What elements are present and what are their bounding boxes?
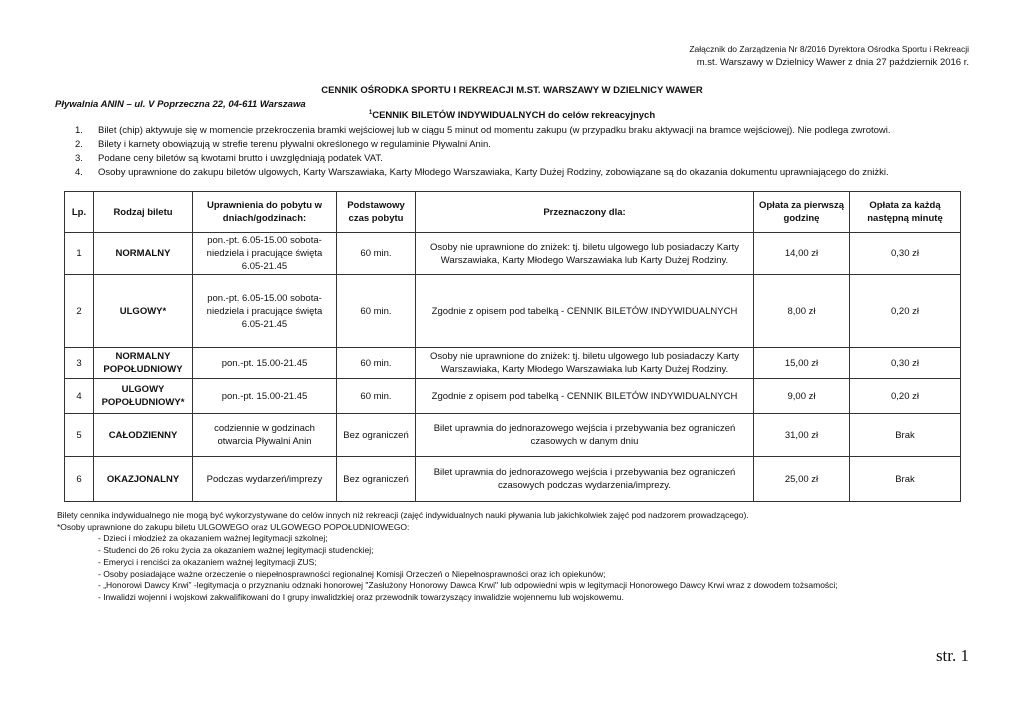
table-row bbox=[65, 275, 961, 348]
eligibility-item: - Inwalidzi wojenni i wojskowi zakwalifikowani do I grupy inwalidzkiej oraz przewodnik towarzyszący inwalidzie wojennemu lub wojskowemu. bbox=[98, 591, 624, 602]
rule-number: 4. bbox=[75, 167, 83, 178]
cell-hours: pon.-pt. 6.05-15.00 sobota-niedziela i pracujące święta 6.05-21.45 bbox=[193, 275, 337, 348]
eligibility-item: - Dzieci i młodzież za okazaniem ważnej legitymacji szkolnej; bbox=[98, 533, 328, 544]
table-row bbox=[65, 457, 961, 502]
rule-item bbox=[75, 138, 891, 152]
notes-usage-restriction: Bilety cennika indywidualnego nie mogą być wykorzystywane do celów innych niż rekreacji (zajęć indywidualnych nauki pływania lub jakichkolwiek zajęć pod nadzorem prowadzącego). bbox=[57, 510, 749, 520]
cell-base-time: 60 min. bbox=[337, 233, 416, 275]
rule-text: Podane ceny biletów są kwotami brutto i uwzględniają podatek VAT. bbox=[98, 153, 383, 164]
cell-ticket-type: ULGOWY POPOŁUDNIOWY* bbox=[94, 379, 193, 414]
footnote-marker: 1 bbox=[368, 110, 373, 116]
notes-reduced-eligibility-heading: *Osoby uprawnione do zakupu biletu ULGOWEGO oraz ULGOWEGO POPOŁUDNIOWEGO: bbox=[57, 521, 410, 532]
rule-item bbox=[75, 166, 891, 180]
cell-intended-for: Osoby nie uprawnione do zniżek: tj. biletu ulgowego lub posiadaczy Karty Warszawiaka, Karty Młodego Warszawiaka lub Karty Dużej Rodziny. bbox=[416, 348, 754, 379]
cell-next-minute-fee: 0,30 zł bbox=[850, 233, 961, 275]
cell-hours: codziennie w godzinach otwarcia Pływalni Anin bbox=[193, 414, 337, 457]
cell-lp: 3 bbox=[65, 348, 94, 379]
cell-first-hour-fee: 9,00 zł bbox=[754, 379, 850, 414]
eligibility-item: - Emeryci i renciści za okazaniem ważnej legitymacji ZUS; bbox=[98, 556, 317, 567]
cell-lp: 2 bbox=[65, 275, 94, 348]
cell-first-hour-fee: 14,00 zł bbox=[754, 233, 850, 275]
cell-ticket-type: CAŁODZIENNY bbox=[94, 414, 193, 457]
cell-next-minute-fee: 0,20 zł bbox=[850, 275, 961, 348]
cell-first-hour-fee: 15,00 zł bbox=[754, 348, 850, 379]
venue-address: Pływalnia ANIN – ul. V Poprzeczna 22, 04-611 Warszawa bbox=[55, 99, 306, 110]
price-list-subtitle bbox=[0, 110, 1024, 121]
table-notes bbox=[57, 510, 838, 604]
eligibility-item: - „Honorowi Dawcy Krwi” -legitymacja o przyznaniu odznaki honorowej "Zasłużony Honorowy Dawca Krwi" lub odpowiedni wpis w legitymacji Honorowego Dawcy Krwi wraz z dowodem tożsamości; bbox=[98, 580, 838, 591]
cell-ticket-type: ULGOWY* bbox=[94, 275, 193, 348]
table-row bbox=[65, 233, 961, 275]
cell-lp: 5 bbox=[65, 414, 94, 457]
table-row bbox=[65, 414, 961, 457]
rule-number: 3. bbox=[75, 153, 83, 164]
price-table bbox=[64, 191, 961, 502]
cell-base-time: 60 min. bbox=[337, 348, 416, 379]
table-header-row bbox=[65, 192, 961, 233]
attachment-line-1: Załącznik do Zarządzenia Nr 8/2016 Dyrektora Ośrodka Sportu i Rekreacji bbox=[689, 44, 969, 54]
cell-first-hour-fee: 31,00 zł bbox=[754, 414, 850, 457]
cell-base-time: Bez ograniczeń bbox=[337, 457, 416, 502]
rule-item bbox=[75, 152, 891, 166]
cell-hours: pon.-pt. 15.00-21.45 bbox=[193, 379, 337, 414]
cell-hours: pon.-pt. 15.00-21.45 bbox=[193, 348, 337, 379]
table-row bbox=[65, 379, 961, 414]
cell-lp: 1 bbox=[65, 233, 94, 275]
cell-hours: Podczas wydarzeń/imprezy bbox=[193, 457, 337, 502]
subtitle-text: CENNIK BILETÓW INDYWIDUALNYCH do celów rekreacyjnych bbox=[372, 110, 656, 122]
cell-lp: 6 bbox=[65, 457, 94, 502]
cell-intended-for: Bilet uprawnia do jednorazowego wejścia i przebywania bez ograniczeń czasowych w danym dniu bbox=[416, 414, 754, 457]
rule-item bbox=[75, 124, 891, 138]
header-intended-for: Przeznaczony dla: bbox=[416, 192, 754, 233]
header-first-hour-fee: Opłata za pierwszą godzinę bbox=[754, 192, 850, 233]
cell-base-time: Bez ograniczeń bbox=[337, 414, 416, 457]
cell-next-minute-fee: 0,20 zł bbox=[850, 379, 961, 414]
header-next-minute-fee: Opłata za każdą następną minutę bbox=[850, 192, 961, 233]
header-lp: Lp. bbox=[65, 192, 94, 233]
rule-text: Bilet (chip) aktywuje się w momencie przekroczenia bramki wejściowej lub w ciągu 5 minut od momentu zakupu (w przypadku braku aktywacji na bramce wejściowej). Nie podlega zwrotowi. bbox=[98, 125, 891, 136]
header-base-time: Podstawowy czas pobytu bbox=[337, 192, 416, 233]
eligibility-item: - Studenci do 26 roku życia za okazaniem ważnej legitymacji studenckiej; bbox=[98, 545, 374, 556]
cell-next-minute-fee: Brak bbox=[850, 414, 961, 457]
page-number: str. 1 bbox=[935, 646, 969, 665]
cell-first-hour-fee: 8,00 zł bbox=[754, 275, 850, 348]
cell-ticket-type: NORMALNY bbox=[94, 233, 193, 275]
eligibility-list bbox=[57, 533, 838, 603]
cell-lp: 4 bbox=[65, 379, 94, 414]
cell-intended-for: Zgodnie z opisem pod tabelką - CENNIK BILETÓW INDYWIDUALNYCH bbox=[416, 275, 754, 348]
cell-intended-for: Bilet uprawnia do jednorazowego wejścia i przebywania bez ograniczeń czasowych podczas wydarzenia/imprezy. bbox=[416, 457, 754, 502]
cell-intended-for: Osoby nie uprawnione do zniżek: tj. biletu ulgowego lub posiadaczy Karty Warszawiaka, Karty Młodego Warszawiaka lub Karty Dużej Rodziny. bbox=[416, 233, 754, 275]
cell-hours: pon.-pt. 6.05-15.00 sobota-niedziela i pracujące święta 6.05-21.45 bbox=[193, 233, 337, 275]
attachment-line-2: m.st. Warszawy w Dzielnicy Wawer z dnia 27 październik 2016 r. bbox=[696, 57, 969, 68]
rules-list bbox=[75, 124, 891, 180]
rule-number: 1. bbox=[75, 125, 83, 136]
cell-ticket-type: NORMALNY POPOŁUDNIOWY bbox=[94, 348, 193, 379]
eligibility-item: - Osoby posiadające ważne orzeczenie o niepełnosprawności regionalnej Komisji Orzeczeń o Niepełnosprawności oraz ich opiekunów; bbox=[98, 568, 606, 579]
document-title: CENNIK OŚRODKA SPORTU I REKREACJI M.ST. WARSZAWY W DZIELNICY WAWER bbox=[321, 85, 703, 96]
rule-number: 2. bbox=[75, 139, 83, 150]
cell-intended-for: Zgodnie z opisem pod tabelką - CENNIK BILETÓW INDYWIDUALNYCH bbox=[416, 379, 754, 414]
cell-first-hour-fee: 25,00 zł bbox=[754, 457, 850, 502]
header-ticket-type: Rodzaj biletu bbox=[94, 192, 193, 233]
cell-base-time: 60 min. bbox=[337, 275, 416, 348]
rule-text: Bilety i karnety obowiązują w strefie terenu pływalni określonego w regulaminie Pływalni Anin. bbox=[98, 139, 491, 150]
rule-text: Osoby uprawnione do zakupu biletów ulgowych, Karty Warszawiaka, Karty Młodego Warszawiaka, Karty Dużej Rodziny, zobowiązane są do okazania dokumentu uprawniającego do zniżki. bbox=[98, 167, 889, 178]
table-row bbox=[65, 348, 961, 379]
header-hours: Uprawnienia do pobytu w dniach/godzinach: bbox=[193, 192, 337, 233]
cell-next-minute-fee: 0,30 zł bbox=[850, 348, 961, 379]
cell-base-time: 60 min. bbox=[337, 379, 416, 414]
cell-ticket-type: OKAZJONALNY bbox=[94, 457, 193, 502]
cell-next-minute-fee: Brak bbox=[850, 457, 961, 502]
